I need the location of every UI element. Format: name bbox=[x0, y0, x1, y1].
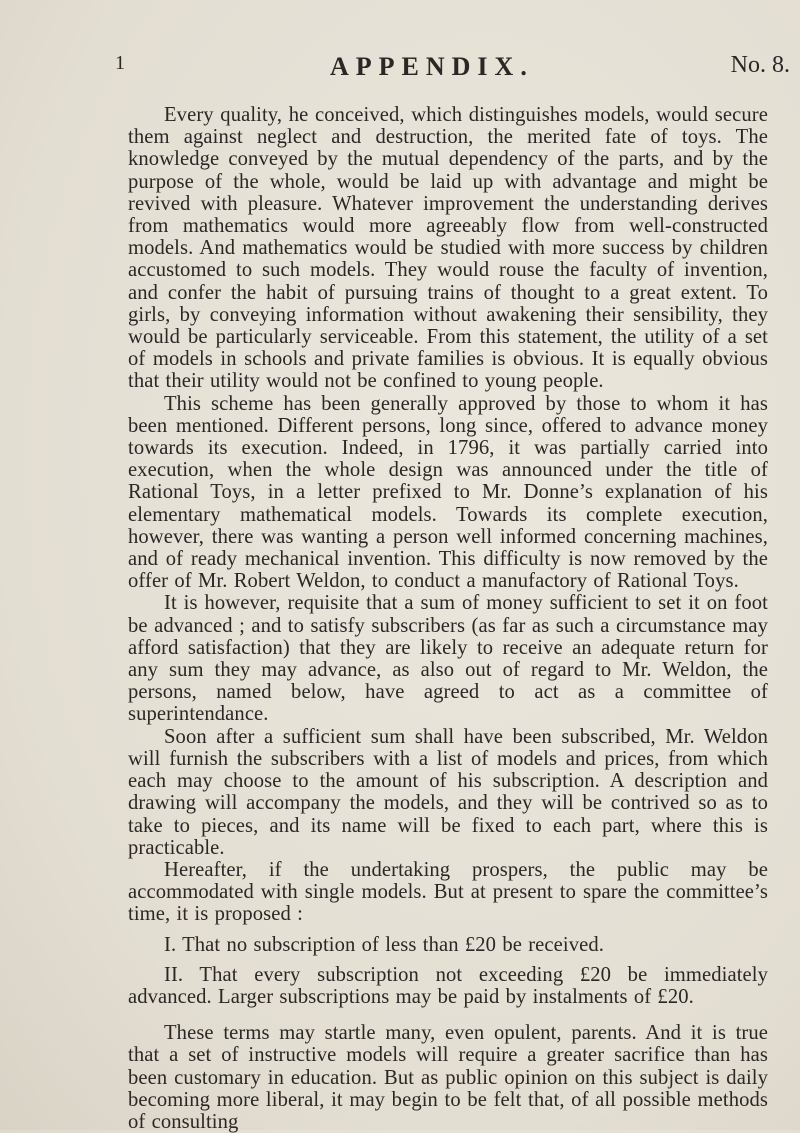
paragraph-1: Every quality, he conceived, which distinguishes models, would secure them against neglect and destruction, the merited fate of toys. The knowledge conveyed by the mutual dependency of the parts, and by the purpose of the whole, would be laid up with advantage and might be revived with pleasure. Whatever improvement the understanding derives from mathematics would more agreeably flow from well-constructed models. And mathematics would be studied with more success by children accustomed to such models. They would rouse the faculty of invention, and confer the habit of pursuing trains of thought to a great extent. To girls, by conveying information without awakening their sensibility, they would be particularly serviceable. From this statement, the utility of a set of models in schools and private families is obvious. It is equally obvious that their utility would not be confined to young people. bbox=[128, 104, 768, 393]
header-left-mark: 1 bbox=[115, 52, 125, 74]
page-number: No. 8. bbox=[730, 52, 790, 78]
paragraph-5: Hereafter, if the undertaking prospers, the public may be accommodated with single models. But at present to spare the committee’s time, it is proposed : bbox=[128, 858, 768, 926]
header-title: APPENDIX. bbox=[330, 52, 534, 81]
paragraph-3: It is however, requisite that a sum of money sufficient to set it on foot be advanced ; and to satisfy subscribers (as far as such a circumstance may afford satisfaction) that they are likely to receive an adequate return for any sum they may advance, as also out of regard to Mr. Weldon, the persons, named below, have agreed to act as a committee of superintendance. bbox=[128, 592, 768, 726]
page-header bbox=[115, 52, 790, 82]
body-text bbox=[128, 104, 768, 1133]
paragraph-4: Soon after a sufficient sum shall have been subscribed, Mr. Weldon will furnish the subscribers with a list of models and prices, from which each may choose to the amount of his subscription. A description and drawing will accompany the models, and they will be contrived so as to take to pieces, and its name will be fixed to each part, where this is practicable. bbox=[128, 725, 768, 859]
condition-2: II. That every subscription not exceeding £20 be immediately advanced. Larger subscriptions may be paid by instalments of £20. bbox=[128, 963, 768, 1008]
paragraph-final: These terms may startle many, even opulent, parents. And it is true that a set of instructive models will require a greater sacrifice than has been customary in education. But as public opinion on this subject is daily becoming more liberal, it may begin to be felt that, of all possible methods of consulting bbox=[128, 1022, 768, 1133]
paragraph-2: This scheme has been generally approved by those to whom it has been mentioned. Different persons, long since, offered to advance money towards its execution. Indeed, in 1796, it was partially carried into execution, when the whole design was announced under the title of Rational Toys, in a letter prefixed to Mr. Donne’s explanation of his elementary mathematical models. Towards its complete execution, however, there was wanting a person well informed concerning machines, and of ready mechanical invention. This difficulty is now removed by the offer of Mr. Robert Weldon, to conduct a manufactory of Rational Toys. bbox=[128, 392, 768, 593]
condition-1: I. That no subscription of less than £20 be received. bbox=[164, 933, 604, 956]
